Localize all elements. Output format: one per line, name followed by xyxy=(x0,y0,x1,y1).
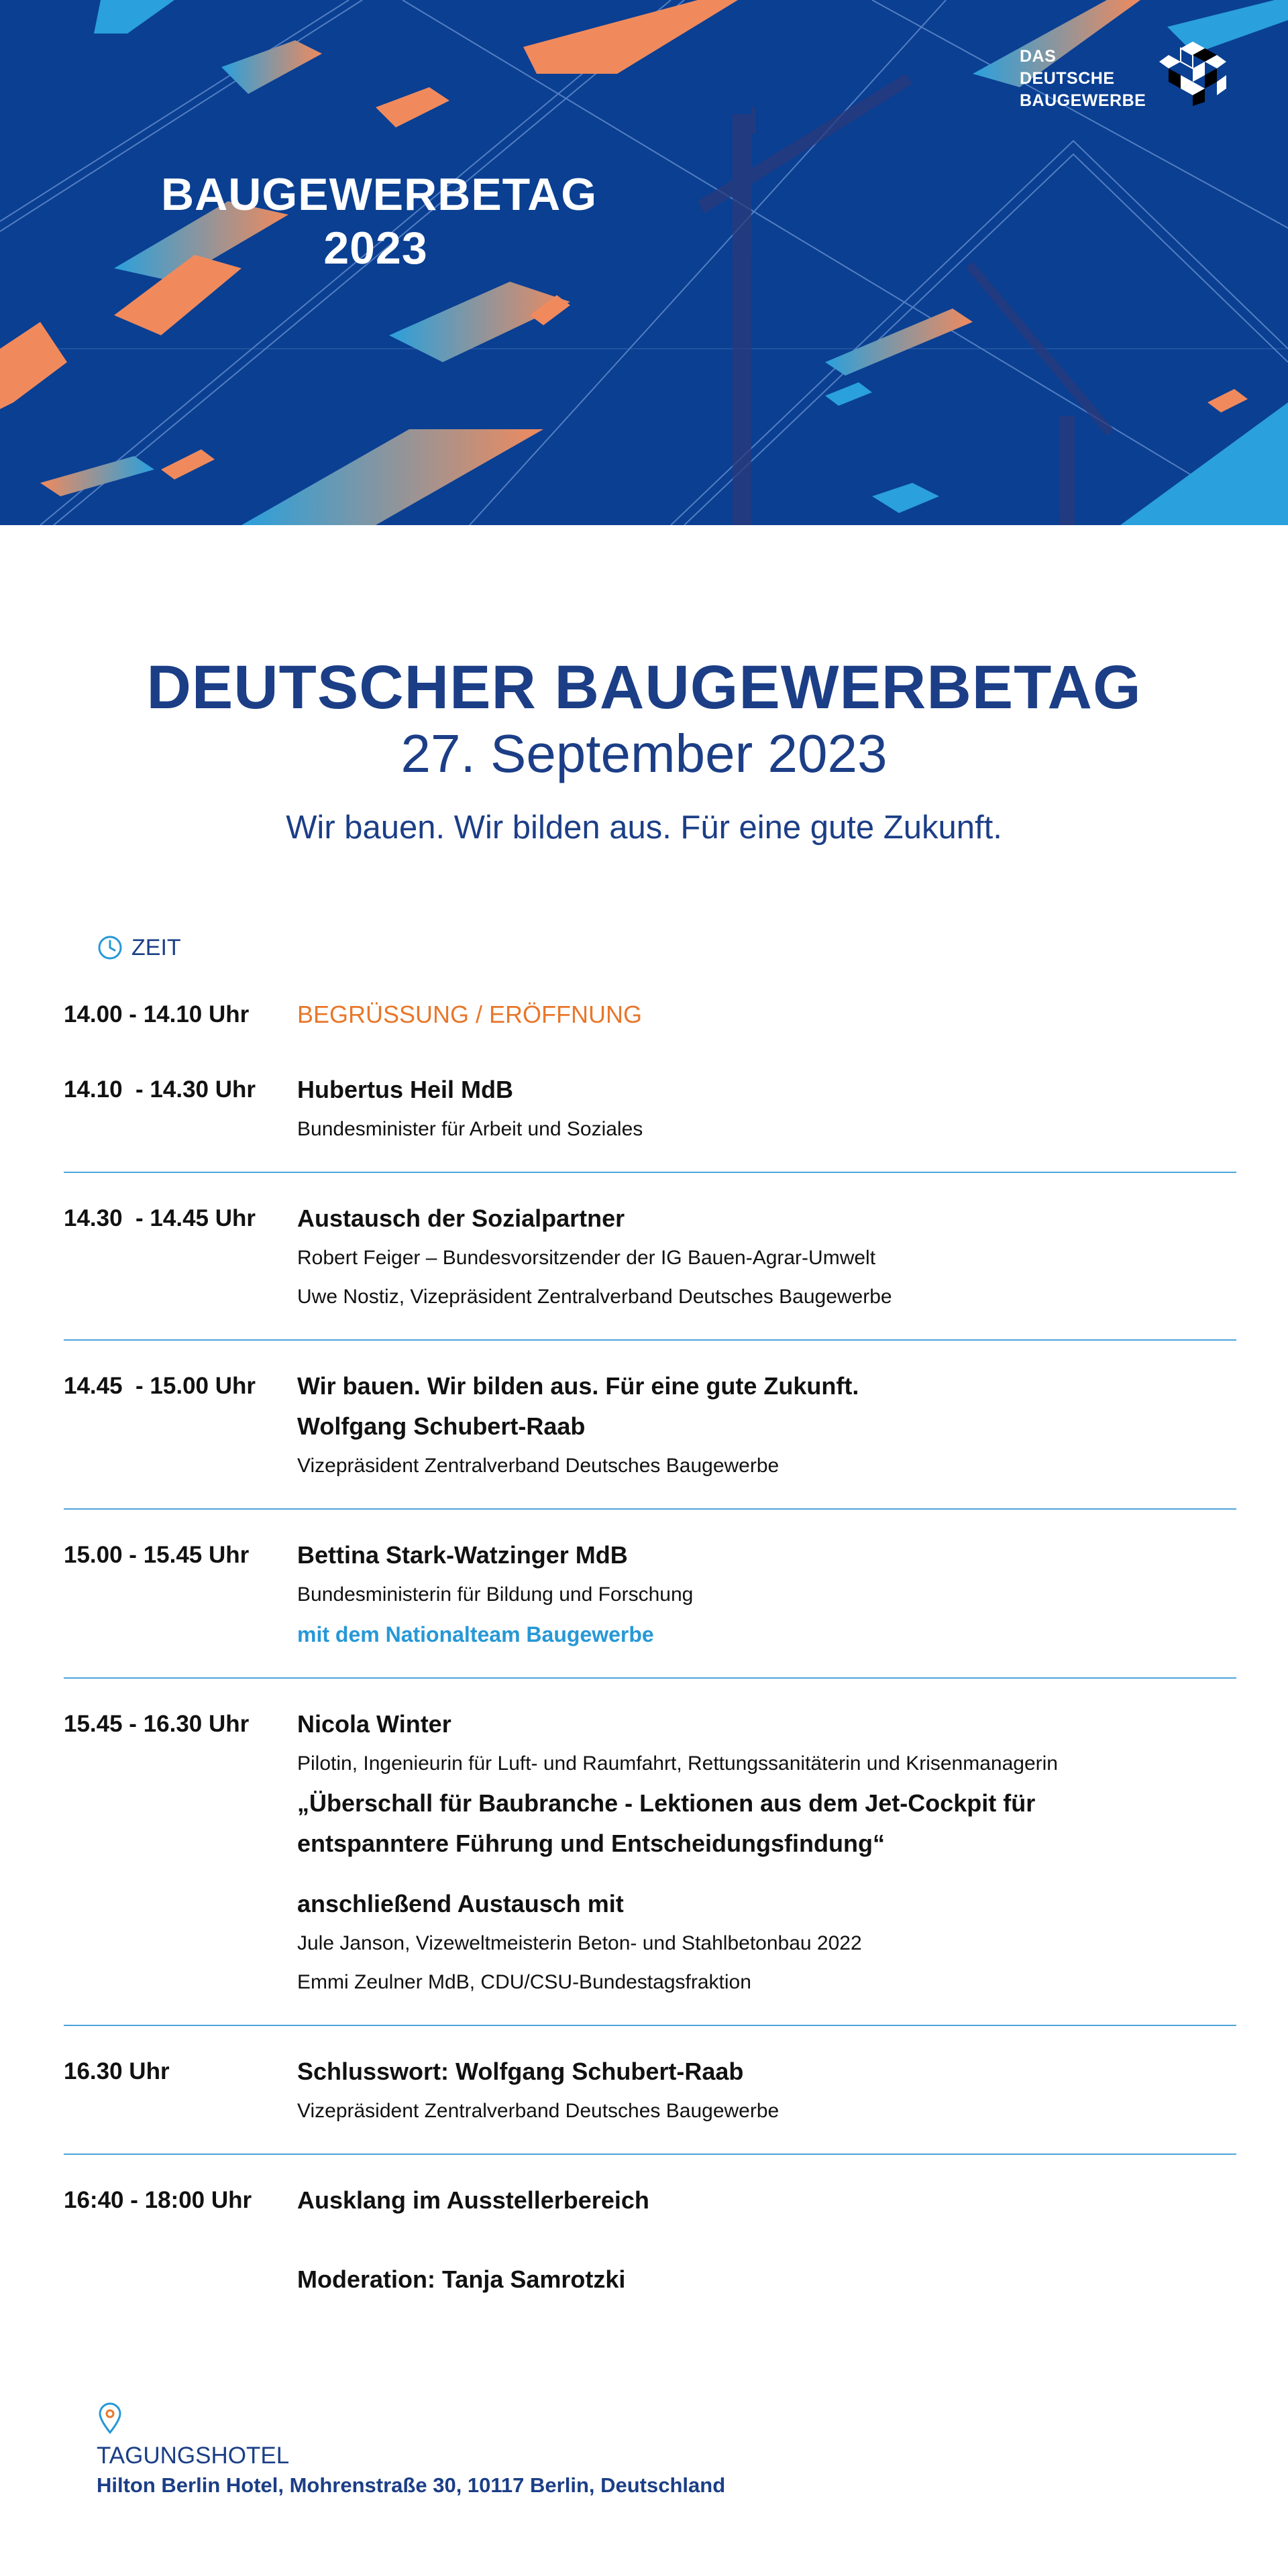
brand-line2: BAUGEWERBE xyxy=(1020,91,1146,110)
agenda-item xyxy=(64,989,1236,1044)
hero-banner xyxy=(0,0,1288,525)
agenda-participant: Jule Janson, Vizeweltmeisterin Beton- und Stahlbetonbau 2022 xyxy=(297,1932,862,1954)
agenda-subtitle: anschließend Austausch mit xyxy=(297,1890,624,1917)
agenda-content xyxy=(297,1366,1236,1486)
agenda-content xyxy=(297,2052,1236,2131)
brand-line1: DAS DEUTSCHE xyxy=(1020,47,1115,88)
hero-title-line1: BAUGEWERBETAG xyxy=(161,169,598,220)
agenda-role: Vizepräsident Zentralverband Deutsches Baugewerbe xyxy=(297,2100,780,2122)
agenda-time: 16:40 - 18:00 Uhr xyxy=(64,2187,252,2213)
agenda-participant: Emmi Zeulner MdB, CDU/CSU-Bundestagsfraktion xyxy=(297,1971,751,1993)
agenda-item xyxy=(64,2175,1236,2309)
agenda-content xyxy=(297,1704,1236,2002)
location-pin-icon xyxy=(97,2402,123,2435)
venue-block xyxy=(97,2402,725,2500)
agenda-participant: Uwe Nostiz, Vizepräsident Zentralverband Deutsches Baugewerbe xyxy=(297,1286,892,1308)
cube-logo-icon xyxy=(1159,39,1226,106)
agenda-content xyxy=(297,995,1236,1035)
agenda-role: Bundesminister für Arbeit und Soziales xyxy=(297,1118,643,1140)
brand-name xyxy=(1020,46,1154,112)
agenda-title: Ausklang im Ausstellerbereich xyxy=(297,2186,649,2214)
hero-title-line2: 2023 xyxy=(323,223,428,274)
agenda-moderation: Moderation: Tanja Samrotzki xyxy=(297,2265,626,2293)
agenda-content xyxy=(297,1198,1236,1317)
agenda-item xyxy=(64,2046,1236,2155)
agenda-highlight: mit dem Nationalteam Baugewerbe xyxy=(297,1622,654,1646)
agenda-talk-title: entspanntere Führung und Entscheidungsfindung“ xyxy=(297,1830,885,1857)
agenda-item xyxy=(64,1530,1236,1679)
agenda-header xyxy=(97,933,181,962)
agenda-title: Wir bauen. Wir bilden aus. Für eine gute Zukunft. xyxy=(297,1372,859,1400)
venue-address: Hilton Berlin Hotel, Mohrenstraße 30, 10117 Berlin, Deutschland xyxy=(97,2473,726,2497)
agenda-time: 14.10 - 14.30 Uhr xyxy=(64,1076,256,1103)
agenda-time: 14.30 - 14.45 Uhr xyxy=(64,1205,256,1231)
agenda-talk-title: „Überschall für Baubranche - Lektionen aus dem Jet-Cockpit für xyxy=(297,1789,1036,1817)
event-title: DEUTSCHER BAUGEWERBETAG xyxy=(146,653,1142,722)
agenda-content xyxy=(297,1535,1236,1655)
event-motto: Wir bauen. Wir bilden aus. Für eine gute Zukunft. xyxy=(286,809,1002,846)
event-heading xyxy=(0,651,1288,848)
agenda-participant: Robert Feiger – Bundesvorsitzender der IG Bauen-Agrar-Umwelt xyxy=(297,1247,876,1269)
agenda-title: Austausch der Sozialpartner xyxy=(297,1205,625,1232)
agenda-header-label: ZEIT xyxy=(131,935,181,960)
agenda-item xyxy=(64,1361,1236,1510)
agenda-content xyxy=(297,2180,1236,2300)
clock-icon xyxy=(97,934,123,961)
agenda-time: 14.45 - 15.00 Uhr xyxy=(64,1373,256,1399)
agenda-list xyxy=(64,989,1236,2309)
hero-title xyxy=(161,168,598,275)
agenda-speaker: Nicola Winter xyxy=(297,1710,451,1738)
agenda-item xyxy=(64,1699,1236,2026)
agenda-item xyxy=(64,1193,1236,1341)
venue-label: TAGUNGSHOTEL xyxy=(97,2443,290,2469)
event-date: 27. September 2023 xyxy=(400,724,888,783)
agenda-speaker: Hubertus Heil MdB xyxy=(297,1076,514,1103)
agenda-title: Schlusswort: Wolfgang Schubert-Raab xyxy=(297,2058,744,2085)
agenda-role: Bundesministerin für Bildung und Forschung xyxy=(297,1583,694,1606)
agenda-role: Vizepräsident Zentralverband Deutsches Baugewerbe xyxy=(297,1455,780,1477)
agenda-time: 14.00 - 14.10 Uhr xyxy=(64,1001,250,1027)
agenda-content xyxy=(297,1070,1236,1149)
agenda-item xyxy=(64,1064,1236,1173)
agenda-time: 16.30 Uhr xyxy=(64,2058,170,2084)
agenda-title: BEGRÜSSUNG / ERÖFFNUNG xyxy=(297,1001,643,1028)
agenda-role: Pilotin, Ingenieurin für Luft- und Raumfahrt, Rettungssanitäterin und Krisenmanagerin xyxy=(297,1752,1058,1775)
agenda-time: 15.00 - 15.45 Uhr xyxy=(64,1542,250,1568)
agenda-speaker: Bettina Stark-Watzinger MdB xyxy=(297,1541,628,1569)
agenda-time: 15.45 - 16.30 Uhr xyxy=(64,1711,250,1737)
agenda-speaker: Wolfgang Schubert-Raab xyxy=(297,1412,586,1440)
